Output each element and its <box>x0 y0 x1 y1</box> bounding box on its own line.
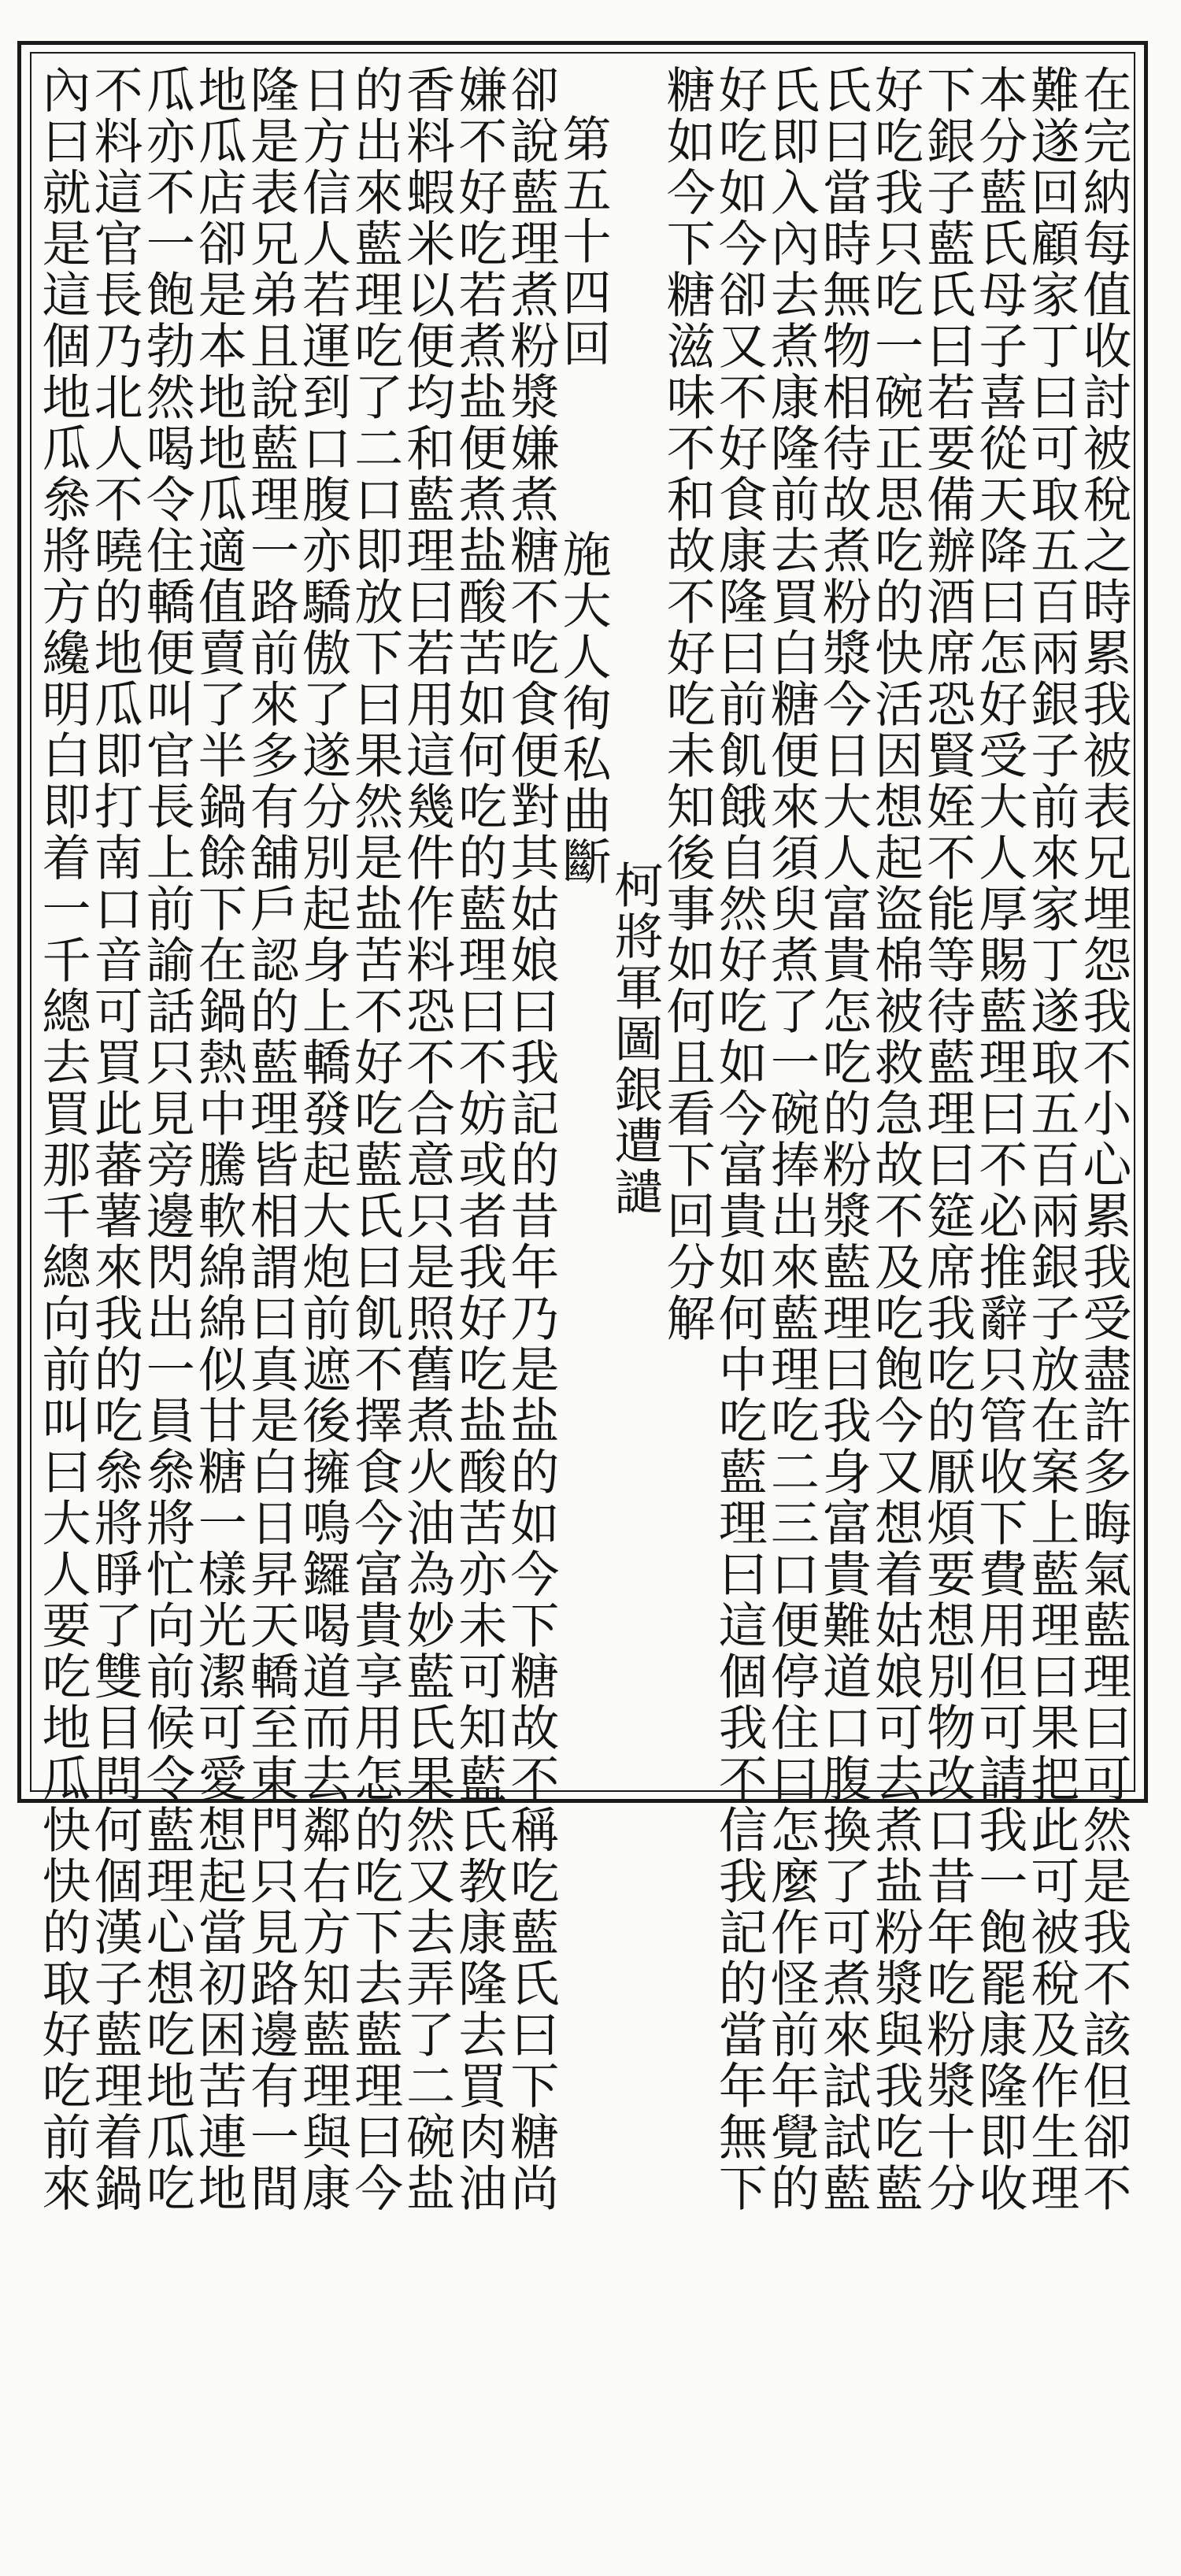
chapter-heading-column <box>553 65 612 1781</box>
text-column: 內曰就是這個地瓜叅將方纔明白即着一千總去買那千總向前叫曰大人要吃地瓜快快的取好吃前來 <box>34 65 91 2214</box>
text-column: 好吃如今卻又不好食康隆曰前飢餓自然好吃如今富貴如何中吃藍理曰這個我不信我記的當年無下 <box>710 65 768 2214</box>
text-column: 隆是表兄弟且說藍理一路前來多有舖戶認的藍理皆相謂曰真是白日昇天轎至東門只見路邊有一間 <box>242 65 300 2214</box>
text-column: 的出來藍理吃了二口即放下曰果然是盐苦不好吃藍氏曰飢不擇食今富貴享用怎的吃下去藍理曰今 <box>346 65 404 2214</box>
text-column: 糖如今下糖滋味不和故不好吃未知後事如何且看下回分解 <box>658 65 716 1344</box>
chapter-title-first: 施大人徇私曲斷 <box>553 528 612 887</box>
text-column: 難遂回顧家丁曰可取五百兩銀子前來家丁遂取五百兩銀子放在案上藍理曰果把此可被稅及作生理 <box>1022 65 1080 2214</box>
text-column: 嫌不好吃若煮盐便煮盐酸苦如何吃的藍理曰不妨或者我好吃盐酸苦亦未可知藍氏教康隆去買肉油 <box>450 65 508 2214</box>
text-column: 瓜亦不一飽勃然喝令住轎便叫官長上前諭話只見旁邊閃出一員叅將忙向前候令藍理心想吃地瓜吃 <box>138 65 196 2214</box>
text-column: 下銀子藍氏曰若要備辦酒席恐賢姪不能等待藍理曰筵席我吃的厭煩要想別物改口昔年吃粉漿十分 <box>918 65 976 2214</box>
text-column: 香料蝦米以便均和藍理曰若用這幾件作料恐不合意只是照舊煮火油為妙藍氏果然又去弄了二碗盐 <box>398 65 456 2214</box>
text-column: 氏即入內去煮康隆前去買白糖便來須臾煮了一碗捧出來藍理吃二三口便停住曰怎麼作怪前年覺的 <box>762 65 820 2214</box>
chapter-heading: 第五十四回 <box>553 113 612 369</box>
chapter-title-second: 柯將軍圖銀遭譴 <box>606 860 665 1218</box>
text-column: 不料這官長乃北人不曉的地瓜即打南口音可買此蕃薯來我的吃叅將睜了雙目問何個漢子藍理着鍋 <box>86 65 144 2214</box>
text-column: 氏曰當時無物相待故煮粉漿今日大人富貴怎吃的粉漿藍理曰我身富貴難道口腹換了可煮來試試藍 <box>814 65 872 2214</box>
text-column: 在完納每值收討被稅之時累我被表兄埋怨我不小心累我受盡許多晦氣藍理曰可然是我不該但卻不 <box>1074 65 1132 2214</box>
text-column: 地瓜店卻是本地地瓜適值賣了半鍋餘下在鍋熱中騰軟綿綿似甘糖一樣光潔可愛想起當初困苦連地 <box>190 65 248 2214</box>
text-column: 日方信人若運到口腹亦驕傲了遂分別起身上轎發起大炮前遮後擁鳴鑼喝道而去鄰右方知藍理與康 <box>294 65 352 2214</box>
vertical-text-body <box>34 65 1132 2214</box>
text-column: 本分藍氏母子喜從天降曰怎好受大人厚賜藍理曰不必推辭只管收下費用但可請我一飽罷康隆即收 <box>970 65 1028 2214</box>
text-column: 卻說藍理煮粉漿嫌煮糖不吃食便對其姑娘曰我記的昔年乃是盐的如今下糖故不稱吃藍氏曰下糖尚 <box>502 65 560 2214</box>
text-column: 好吃我只吃一碗正思吃的快活因想起盜棉被救急故不及吃飽今又想着姑娘可去煮盐粉漿與我吃藍 <box>866 65 924 2214</box>
